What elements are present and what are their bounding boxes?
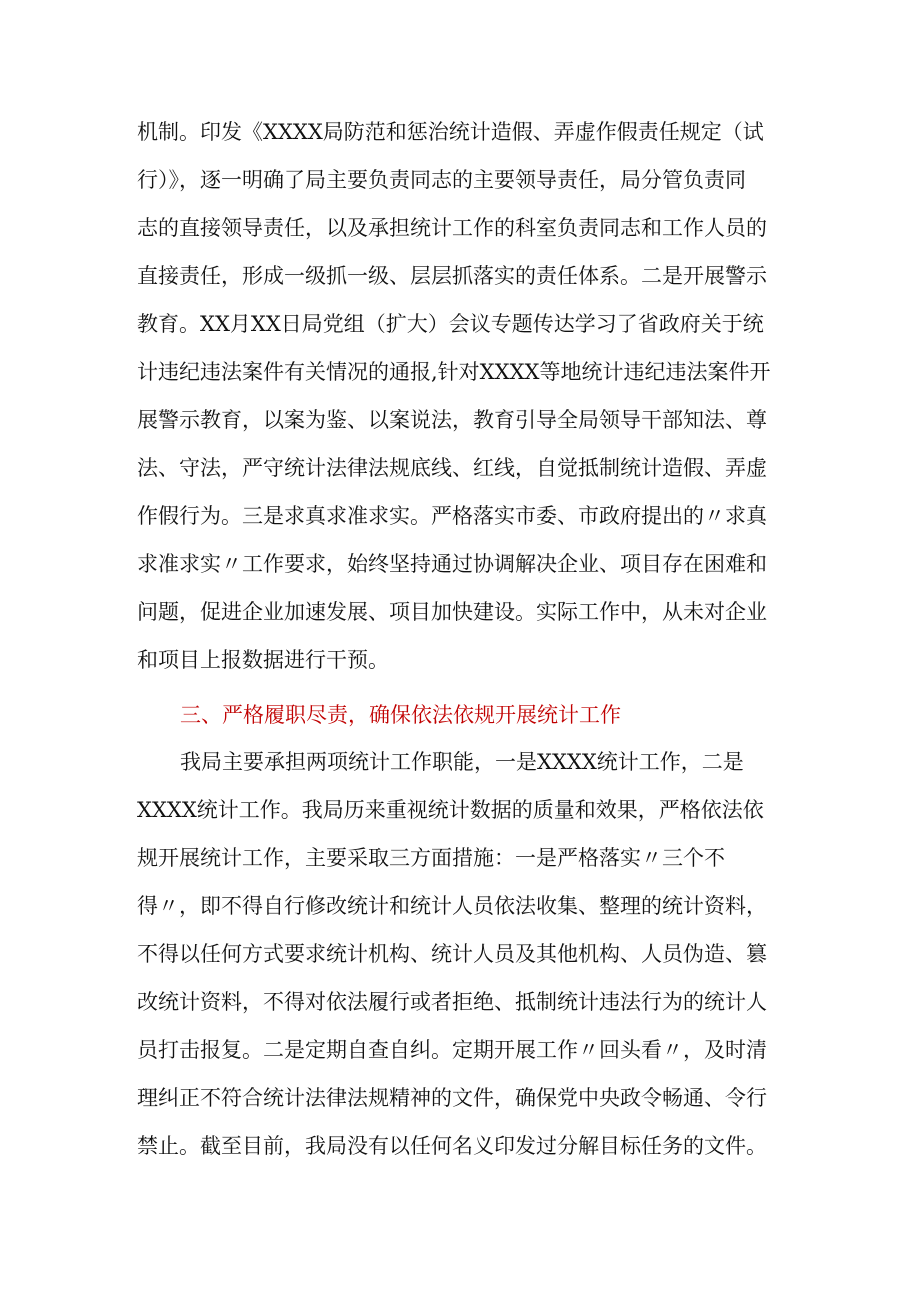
body-text-line: 志的直接领导责任，以及承担统计工作的科室负责同志和工作人员的 (137, 216, 767, 240)
body-text-line: 理纠正不符合统计法律法规精神的文件，确保党中央政令畅通、令行 (137, 1086, 767, 1110)
body-text-line: 法、守法，严守统计法律法规底线、红线，自觉抵制统计造假、弄虚 (137, 456, 767, 480)
body-text-line: XXXX统计工作。我局历来重视统计数据的质量和效果，严格依法依 (137, 798, 764, 822)
body-text-line: 得〃，即不得自行修改统计和统计人员依法收集、整理的统计资料， (137, 894, 767, 918)
body-text-line: 规开展统计工作，主要采取三方面措施：一是严格落实〃三个不 (137, 846, 725, 870)
body-text-line: 直接责任，形成一级抓一级、层层抓落实的责任体系。二是开展警示 (137, 264, 767, 288)
body-text-line: 教育。XX月XX日局党组（扩大）会议专题传达学习了省政府关于统 (137, 312, 764, 336)
body-text-line: 作假行为。三是求真求准求实。严格落实市委、市政府提出的〃求真 (137, 504, 767, 528)
body-text-line: 改统计资料，不得对依法履行或者拒绝、抵制统计违法行为的统计人 (137, 990, 767, 1014)
body-text-line: 不得以任何方式要求统计机构、统计人员及其他机构、人员伪造、篡 (137, 942, 767, 966)
body-text-line: 展警示教育，以案为鉴、以案说法，教育引导全局领导干部知法、尊 (137, 408, 767, 432)
body-text-line: 我局主要承担两项统计工作职能，一是XXXX统计工作，二是 (180, 750, 744, 774)
body-text-line: 禁止。截至目前，我局没有以任何名义印发过分解目标任务的文件。 (137, 1134, 767, 1158)
body-text-line: 计违纪违法案件有关情况的通报,针对XXXX等地统计违纪违法案件开 (137, 360, 771, 384)
body-text-line: 员打击报复。二是定期自查自纠。定期开展工作〃回头看〃，及时清 (137, 1038, 767, 1062)
body-text-line: 机制。印发《XXXX局防范和惩治统计造假、弄虚作假责任规定（试 (137, 120, 764, 144)
body-text-line: 和项目上报数据进行干预。 (137, 648, 389, 672)
body-text-line: 问题，促进企业加速发展、项目加快建设。实际工作中，从未对企业 (137, 600, 767, 624)
body-text-line: 行）》，逐一明确了局主要负责同志的主要领导责任，局分管负责同 (137, 168, 746, 192)
section-heading: 三、严格履职尽责，确保依法依规开展统计工作 (180, 703, 621, 727)
body-text-line: 求准求实〃工作要求，始终坚持通过协调解决企业、项目存在困难和 (137, 552, 767, 576)
